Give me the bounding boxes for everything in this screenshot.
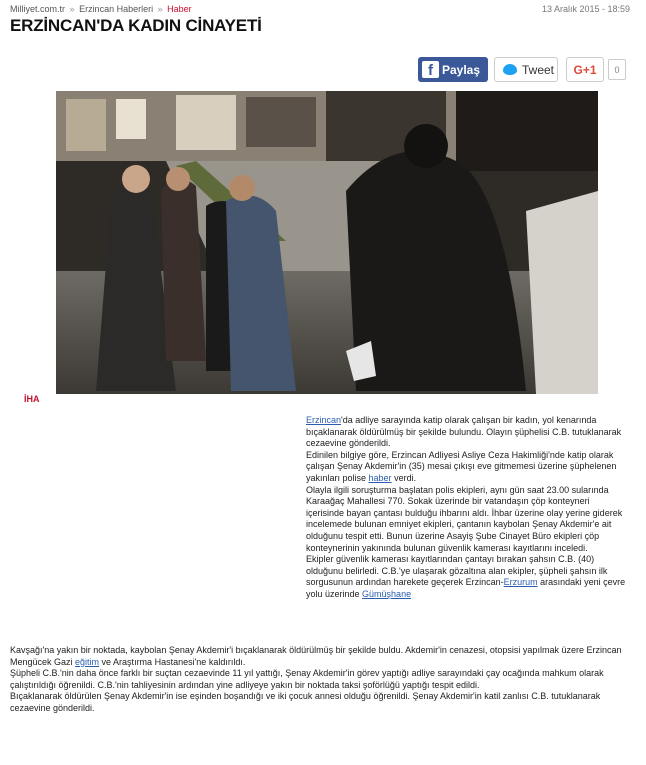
publish-date: 13 Aralık 2015 - 18:59 xyxy=(541,4,630,14)
paragraph-5: Şüpheli C.B.'nin daha önce farklı bir suçtan cezaevinde 11 yıl yattığı, Şenay Akdemir'in görev yaptığı adliye sarayındaki çay ocağında mahkum olarak çalıştırıldığı öğrenildi. C.B.'nin tahliyesinin ardından yine adliyeye yakın bir noktada taksi şoförlüğü yaptığı tespit edildi. xyxy=(10,668,604,690)
facebook-icon: f xyxy=(422,61,439,78)
gplus-count: 0 xyxy=(608,59,626,80)
photo-credit: İHA xyxy=(24,394,40,404)
photo-scene xyxy=(56,91,598,394)
paragraph-1-text: 'da adliye sarayında katip olarak çalışan bir kadın, yol kenarında bıçaklanarak öldürülmüş bir şekilde bulundu. Olayın şüphelisi C.B. tutuklanarak cezaevine gönderildi. xyxy=(306,415,622,449)
breadcrumb-current-link[interactable]: Haber xyxy=(167,4,192,14)
erzurum-link[interactable]: Erzurum xyxy=(503,577,538,588)
paragraph-4-text-c: Kavşağı'na yakın bir noktada, kaybolan Şenay Akdemir'i bıçaklanarak öldürülmüş bir şekilde buldu. Akdemir'in cenazesi, otopsisi yapılmak üzere Erzincan Mengücek Gazi xyxy=(10,645,622,667)
haber-link[interactable]: haber xyxy=(368,472,392,483)
paragraph-1 xyxy=(306,415,628,450)
article-photo[interactable] xyxy=(56,91,598,394)
paragraph-2 xyxy=(306,450,628,485)
paragraph-4-end xyxy=(10,645,630,668)
breadcrumb-section-link[interactable]: Erzincan Haberleri xyxy=(79,4,154,14)
breadcrumb-separator: » xyxy=(157,4,163,14)
paragraph-4-text-a: Ekipler güvenlik kamerası kayıtlarından çantayı bırakan şahsın C.B. (40) olduğunu belirledi. C.B.'ye ulaşarak gözaltına alan ekipler, şüpheli şahsın ilk sorgusunun ardından harekete geçerek Erzincan- xyxy=(306,554,608,588)
paragraph-4-text-b: arasındaki yeni çevre yolu üzerinde xyxy=(306,577,626,599)
gplus-label: G+1 xyxy=(573,62,597,77)
twitter-icon xyxy=(503,64,517,75)
paragraph-6: Bıçaklanarak öldürülen Şenay Akdemir'in ise eşinden boşandığı ve iki çocuk annesi olduğu öğrenildi. Şenay Akdemir'in katil zanlısı C.B. tutuklanarak cezaevine gönderildi. xyxy=(10,691,601,713)
breadcrumb xyxy=(10,4,192,14)
facebook-share-label: Paylaş xyxy=(442,62,481,77)
gumushane-link[interactable]: Gümüşhane xyxy=(362,588,412,599)
paragraph-2-text-a: Edinilen bilgiye göre, Erzincan Adliyesi Asliye Ceza Hakimliği'nde katip olarak çalışan Şenay Akdemir'in (35) mesai çıkışı eve gitmemesi üzerine şüphelenen yakınları polise xyxy=(306,449,617,483)
paragraph-4-text-d: ve Araştırma Hastanesi'ne kaldırıldı. xyxy=(99,656,246,667)
tweet-button[interactable] xyxy=(494,57,558,82)
breadcrumb-separator: » xyxy=(69,4,75,14)
article-body-column xyxy=(306,415,628,601)
paragraph-2-text-b: verdi. xyxy=(391,472,417,483)
paragraph-3: Olayla ilgili soruşturma başlatan polis ekipleri, aynı gün saat 23.00 sularında Karaağaç Mahallesi 770. Sokak üzerinde bir vatandaşın çöp konteyneri içerisinde bayan çantası bulduğu ihbarını aldı. İhbar üzerine olay yerine giderek incelemede bulunan emniyet ekipleri, çantanın kaybolan Şenay Akdemir'e ait olduğunu tespit etti. Bunun üzerine Asayiş Şube Cinayet Büro ekipleri çöp konteynerinin yakınında bulunan güvenlik kamerası kayıtlarını inceledi. xyxy=(306,484,623,553)
tweet-label: Tweet xyxy=(522,62,555,77)
top-bar xyxy=(10,4,630,16)
article-body-full xyxy=(10,645,630,715)
erzincan-link[interactable]: Erzincan xyxy=(306,415,342,425)
facebook-share-button[interactable] xyxy=(418,57,488,82)
gplus-button[interactable] xyxy=(566,57,604,82)
breadcrumb-site-link[interactable]: Milliyet.com.tr xyxy=(10,4,66,14)
egitim-link[interactable]: eğitim xyxy=(75,656,100,667)
paragraph-4-start xyxy=(306,554,628,600)
article-title: ERZİNCAN'DA KADIN CİNAYETİ xyxy=(10,16,262,35)
